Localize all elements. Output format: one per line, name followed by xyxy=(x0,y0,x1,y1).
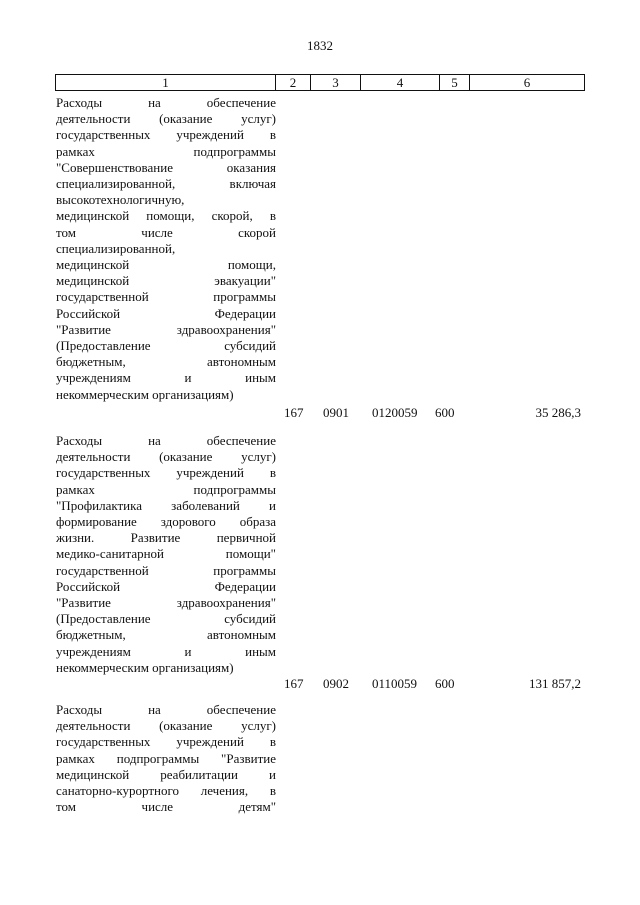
description-line: "Развитие здравоохранения" xyxy=(56,321,276,337)
description-line: государственных учреждений в xyxy=(56,734,276,750)
description-line: государственных учреждений в xyxy=(56,465,276,481)
description-line: медицинской помощи, скорой, в xyxy=(56,208,276,224)
description-line: высокотехнологичную, xyxy=(56,192,185,208)
description-line: медицинской помощи, xyxy=(56,257,276,273)
header-col-1: 1 xyxy=(162,75,169,90)
description-line: специализированной, xyxy=(56,240,176,256)
row-2-description xyxy=(56,433,276,676)
description-line: деятельности (оказание услуг) xyxy=(56,111,276,127)
row-2-col4: 0110059 xyxy=(372,676,418,691)
description-line: Российской Федерации xyxy=(56,305,276,321)
description-line: том числе детям" xyxy=(56,799,276,815)
description-line: том числе скорой xyxy=(56,224,276,240)
header-col-3: 3 xyxy=(310,75,360,90)
description-line: (Предоставление субсидий xyxy=(56,338,276,354)
description-line: медицинской эвакуации" xyxy=(56,273,276,289)
description-line: специализированной, включая xyxy=(56,176,276,192)
description-line: формирование здорового образа xyxy=(56,514,276,530)
description-line: "Развитие здравоохранения" xyxy=(56,595,276,611)
row-2-col5: 600 xyxy=(435,676,455,691)
description-line: рамках подпрограммы xyxy=(56,143,276,159)
description-line: "Совершенствование оказания xyxy=(56,159,276,175)
row-1-col5: 600 xyxy=(435,405,455,420)
header-col-4: 4 xyxy=(360,75,439,90)
description-line: медицинской реабилитации и xyxy=(56,766,276,782)
description-line: бюджетным, автономным xyxy=(56,627,276,643)
description-line: санаторно-курортного лечения, в xyxy=(56,783,276,799)
header-col-5: 5 xyxy=(439,75,469,90)
description-line: "Профилактика заболеваний и xyxy=(56,497,276,513)
description-line: государственной программы xyxy=(56,289,276,305)
row-3-description xyxy=(56,702,276,815)
row-1-col3: 0901 xyxy=(323,405,349,420)
row-1-col4: 0120059 xyxy=(372,405,418,420)
row-2-col6: 131 857,2 xyxy=(529,676,581,691)
description-line: рамках подпрограммы "Развитие xyxy=(56,750,276,766)
description-line: Российской Федерации xyxy=(56,578,276,594)
description-line: Расходы на обеспечение xyxy=(56,702,276,717)
description-line: государственных учреждений в xyxy=(56,127,276,143)
description-line: некоммерческим организациям) xyxy=(56,386,234,402)
description-line: рамках подпрограммы xyxy=(56,481,276,497)
header-col-6: 6 xyxy=(469,75,584,90)
description-line: жизни. Развитие первичной xyxy=(56,530,276,546)
header-col-2: 2 xyxy=(275,75,310,90)
row-1-description xyxy=(56,95,276,403)
description-line: медико-санитарной помощи" xyxy=(56,546,276,562)
page-number: 1832 xyxy=(307,38,333,53)
description-line: государственной программы xyxy=(56,562,276,578)
row-2-col3: 0902 xyxy=(323,676,349,691)
description-line: (Предоставление субсидий xyxy=(56,611,276,627)
description-line: учреждениям и иным xyxy=(56,643,276,659)
description-line: деятельности (оказание услуг) xyxy=(56,718,276,734)
description-line: Расходы на обеспечение xyxy=(56,433,276,448)
description-line: бюджетным, автономным xyxy=(56,354,276,370)
description-line: Расходы на обеспечение xyxy=(56,95,276,110)
description-line: некоммерческим организациям) xyxy=(56,659,234,675)
row-2-col2: 167 xyxy=(284,676,304,691)
row-1-col6: 35 286,3 xyxy=(535,405,581,420)
table-header-row xyxy=(55,74,585,91)
description-line: учреждениям и иным xyxy=(56,370,276,386)
row-1-col2: 167 xyxy=(284,405,304,420)
description-line: деятельности (оказание услуг) xyxy=(56,449,276,465)
